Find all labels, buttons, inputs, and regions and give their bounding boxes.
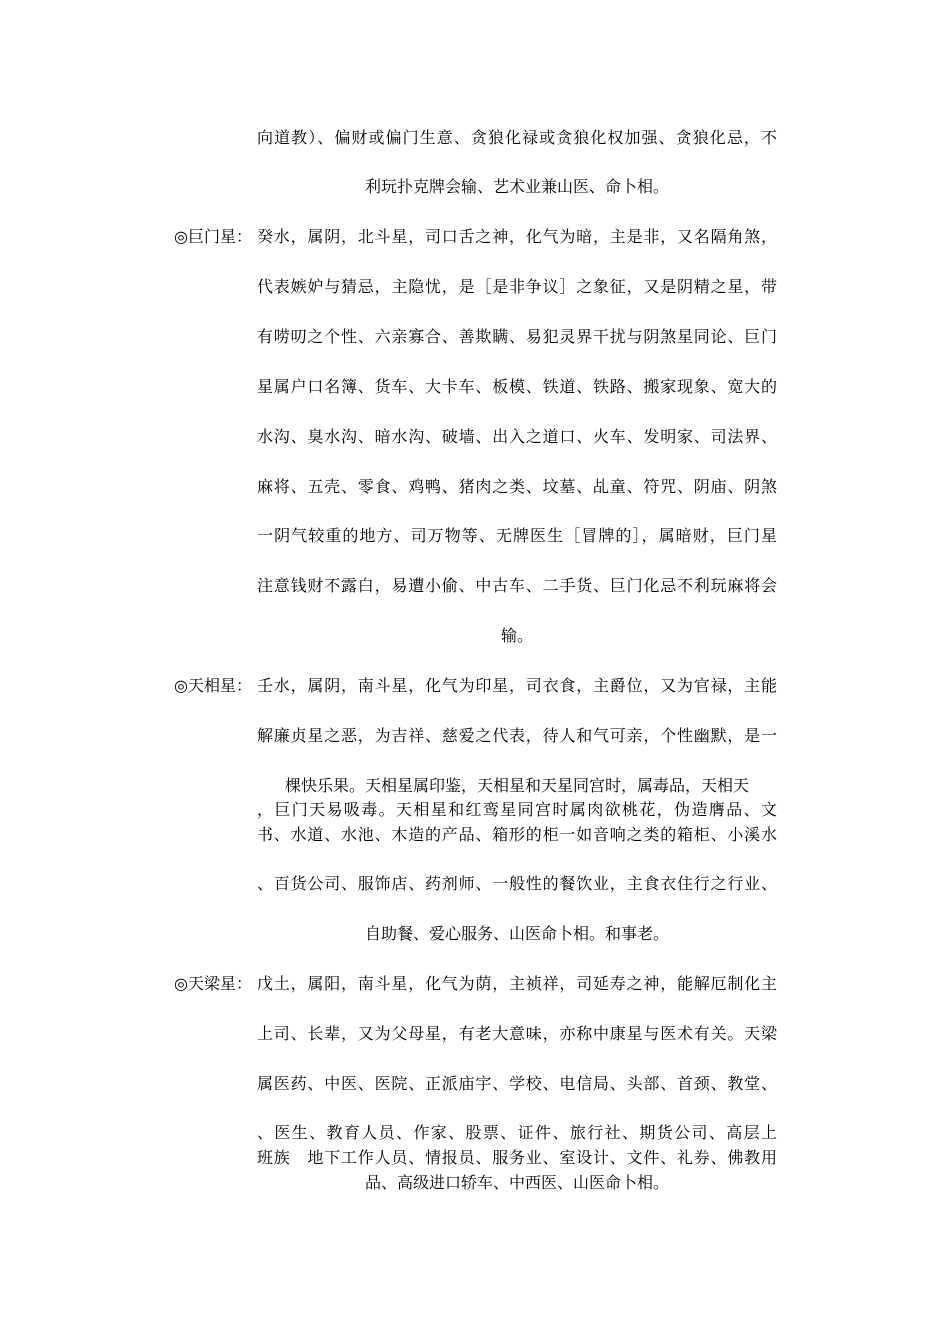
entry-jumen-line-3: 有唠叨之个性、六亲寡合、善欺瞒、易犯灵界干扰与阴煞星同论、巨门 [257,327,777,346]
entry-tianxiang-line-7: 自助餐、爱心服务、山医命卜相。和事老。 [364,924,669,943]
entry-jumen-line-4: 星属户口名簿、货车、大卡车、板模、铁道、铁路、搬家现象、宽大的 [257,377,777,396]
entry-jumen-line-9: 输。 [500,626,533,645]
entry-jumen-line-1: 癸水，属阴，北斗星，司口舌之神，化气为暗，主是非，又名隔角煞， [257,227,777,246]
entry-tianxiang-line-6: 、百货公司、服饰店、药剂师、一般性的餐饮业，主食衣住行之行业、 [257,874,777,893]
entry-label-tianliang: ◎天梁星： [174,974,252,993]
entry-tianliang-line-3: 属医药、中医、医院、正派庙宇、学校、电信局、头部、首颈、教堂、 [257,1074,777,1093]
entry-tianxiang-line-3: 棵快乐果。天相星属印鉴，天相星和天星同宫时，属毒品，天相天 [284,776,749,795]
entry-jumen-line-6: 麻将、五壳、零食、鸡鸭、猪肉之类、坟墓、乩童、符咒、阴庙、阴煞 [257,477,777,496]
entry-tianliang-line-1: 戊土，属阳，南斗星，化气为荫，主祯祥，司延寿之神，能解厄制化主 [257,974,777,993]
entry-tianxiang-line-5: 书、水道、水池、木造的产品、箱形的柜一如音响之类的箱柜、小溪水 [257,825,777,844]
entry-label-tianxiang: ◎天相星： [174,676,252,695]
entry-jumen-line-2: 代表嫉妒与猜忌，主隐忧，是［是非争议］之象征，又是阴精之星，带 [257,277,777,296]
entry-jumen-line-5: 水沟、臭水沟、暗水沟、破墙、出入之道口、火车、发明家、司法界、 [257,427,777,446]
intro-line-1: 向道教）、偏财或偏门生意、贪狼化禄或贪狼化权加强、贪狼化忌，不 [257,128,777,147]
entry-tianxiang-line-2: 解廉贞星之恶，为吉祥、慈爱之代表，待人和气可亲，个性幽默，是一 [257,726,777,745]
entry-jumen-line-7: 一阴气较重的地方、司万物等、无牌医生［冒牌的］，属暗财，巨门星 [257,526,777,545]
entry-tianliang-line-4: 、医生、教育人员、作家、股票、证件、旅行社、期货公司、高层上 [257,1123,777,1142]
entry-tianliang-line-5: 班族 地下工作人员、情报员、服务业、室设计、文件、礼券、佛教用 [257,1148,777,1167]
entry-tianxiang-line-1: 壬水，属阴，南斗星，化气为印星，司衣食，主爵位，又为官禄，主能 [257,676,777,695]
entry-tianxiang-line-4: ，巨门天易吸毒。天相星和红鸾星同宫时属肉欲桃花，伪造膺品、文 [257,800,777,819]
entry-jumen-line-8: 注意钱财不露白，易遭小偷、中古车、二手货、巨门化忌不利玩麻将会 [257,576,777,595]
entry-tianliang-line-2: 上司、长辈，又为父母星，有老大意味，亦称中康星与医术有关。天梁 [257,1024,777,1043]
entry-label-jumen: ◎巨门星： [174,227,252,246]
intro-line-2: 利玩扑克牌会输、艺术业兼山医、命卜相。 [364,177,669,196]
entry-tianliang-line-6: 品、高级进口轿车、中西医、山医命卜相。 [364,1173,669,1192]
